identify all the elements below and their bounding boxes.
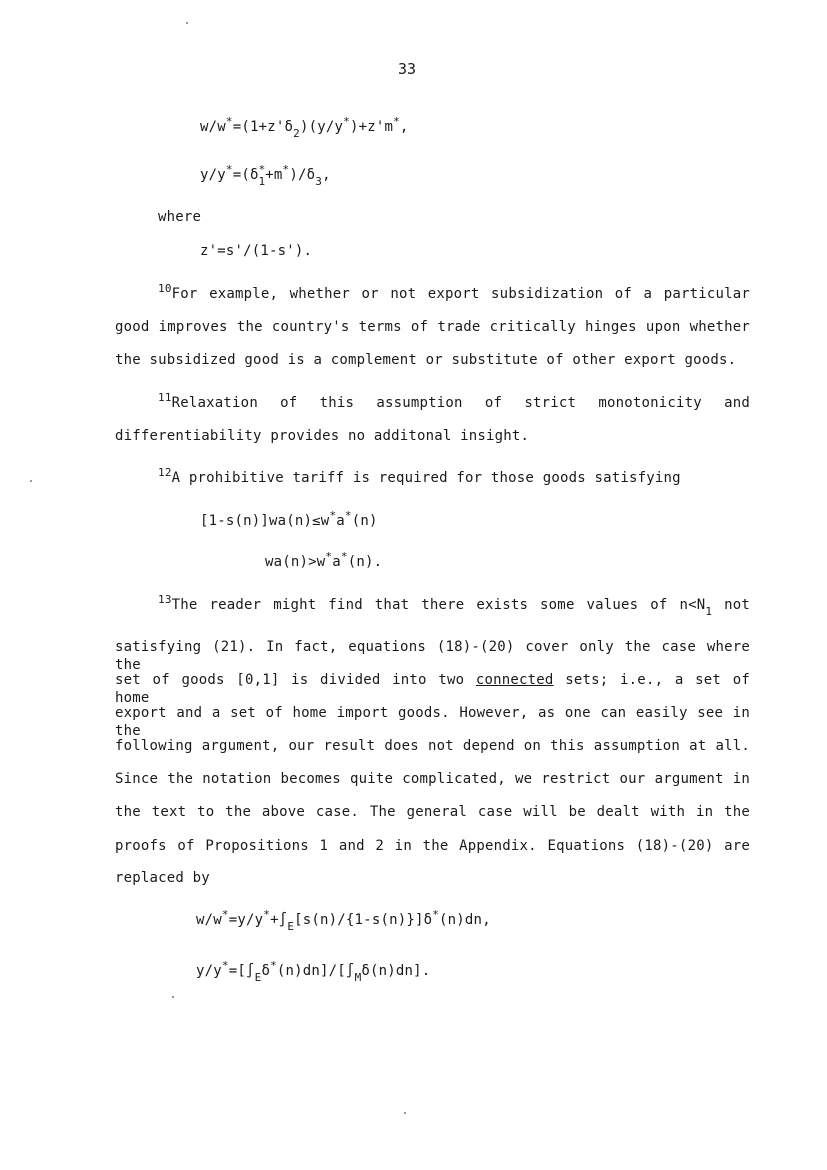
footnote-13-line-7: the text to the above case. The general case will be dealt with in the bbox=[115, 804, 750, 820]
equation-z-def: z'=s'/(1-s'). bbox=[200, 243, 313, 259]
equation-w-ratio: $w/w^*=(1+z'\delta_2)(y/y^*)+z'm^*$, bbox=[200, 115, 409, 140]
footnote-13-line-9: replaced by bbox=[115, 870, 210, 886]
footnote-10-line-2: good improves the country's terms of trade critically hinges upon whether bbox=[115, 319, 750, 335]
footnote-11-line-1: $^{11}$Relaxation of this assumption of strict monotonicity and bbox=[158, 391, 750, 411]
footnote-10-line-1: $^{10}$For example, whether or not export subsidization of a particular bbox=[158, 282, 750, 302]
footnote-mark-11: 11 bbox=[158, 391, 172, 404]
connected-underlined: connected bbox=[475, 672, 554, 688]
footnote-13-line-1: $^{13}$The reader might find that there exists some values of $n<N_1$ not bbox=[158, 593, 751, 618]
footnote-13-line-3: set of goods [0,1] is divided into two connected sets; i.e., a set of home bbox=[115, 672, 750, 706]
scan-speck bbox=[186, 22, 188, 24]
footnote-13-line-6: Since the notation becomes quite complicated, we restrict our argument in bbox=[115, 771, 750, 787]
scan-speck bbox=[30, 480, 32, 482]
equation-w-replaced: $w/w^*=y/y^*+\int_E[s(n)/\{1-s(n)\}]\delta^*(n)dn$, bbox=[196, 908, 491, 933]
footnote-13-line-4: export and a set of home import goods. However, as one can easily see in the bbox=[115, 705, 750, 739]
footnote-13-line-8: proofs of Propositions 1 and 2 in the Appendix. Equations (18)-(20) are bbox=[115, 838, 750, 854]
footnote-11-line-2: differentiability provides no additonal insight. bbox=[115, 428, 530, 444]
scan-speck bbox=[404, 1112, 406, 1114]
footnote-mark-10: 10 bbox=[158, 282, 172, 295]
equation-y-replaced: $y/y^*=[\int_E\delta^*(n)dn]/[\int_M\delta(n)dn]$. bbox=[196, 959, 431, 984]
footnote-mark-12: 12 bbox=[158, 466, 172, 479]
equation-y-ratio: $y/y^*=(\delta^*_1+m^*)/\delta_3$, bbox=[200, 163, 331, 188]
footnote-13-line-5: following argument, our result does not depend on this assumption at all. bbox=[115, 738, 750, 754]
footnote-13-line-2: satisfying (21). In fact, equations (18)-(20) cover only the case where the bbox=[115, 639, 750, 673]
footnote-mark-13: 13 bbox=[158, 593, 172, 606]
where-label: where bbox=[158, 209, 202, 225]
footnote-10-line-3: the subsidized good is a complement or substitute of other export goods. bbox=[115, 352, 737, 368]
page-number: 33 bbox=[398, 60, 417, 78]
scan-speck bbox=[172, 996, 174, 998]
footnote-12-line-1: $^{12}$A prohibitive tariff is required for those goods satisfying bbox=[158, 466, 681, 486]
footnote-12-condition-1: [1-s(n)]wa(n)≤w*a*(n) bbox=[200, 509, 378, 529]
footnote-12-condition-2: wa(n)>w*a*(n). bbox=[265, 550, 383, 570]
